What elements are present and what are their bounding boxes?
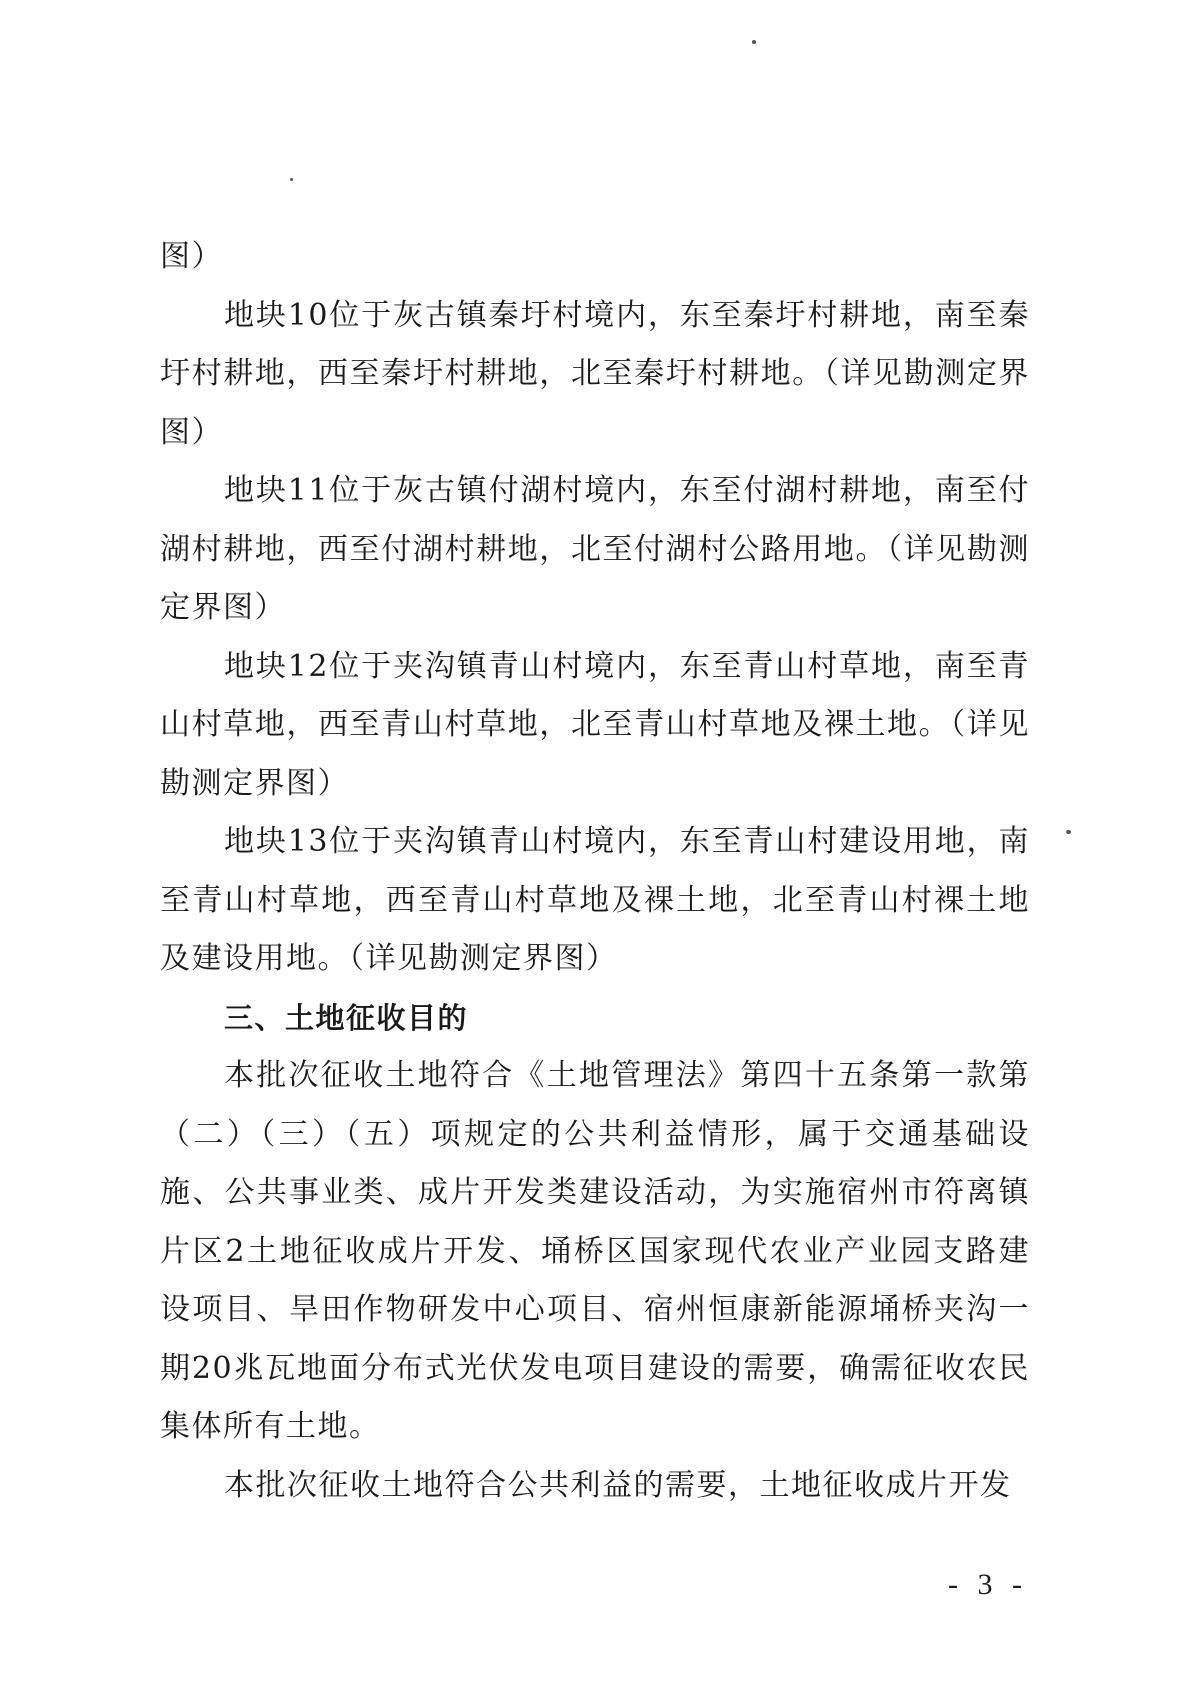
scan-speck — [1066, 830, 1071, 834]
page-number: - 3 - — [948, 1568, 1028, 1601]
paragraph-plot-13: 地块13位于夹沟镇青山村境内，东至青山村建设用地，南至青山村草地，西至青山村草地及裸土地，北至青山村裸土地及建设用地。（详见勘测定界图） — [160, 824, 1030, 976]
paragraph-public-interest: 本批次征收土地符合公共利益的需要，土地征收成片开发 — [224, 1467, 1012, 1503]
paragraph-plot-12: 地块12位于夹沟镇青山村境内，东至青山村草地，南至青山村草地，西至青山村草地，北至青山村草地及裸土地。（详见勘测定界图） — [160, 648, 1030, 801]
paragraph-plot-10: 地块10位于灰古镇秦圩村境内，东至秦圩村耕地，南至秦圩村耕地，西至秦圩村耕地，北至秦圩村耕地。（详见勘测定界图） — [160, 297, 1030, 450]
scan-speck — [752, 40, 756, 44]
scan-speck — [290, 178, 293, 181]
body-text — [160, 228, 1030, 1515]
section-heading: 三、土地征收目的 — [224, 1000, 469, 1035]
paragraph-plot-11: 地块11位于灰古镇付湖村境内，东至付湖村耕地，南至付湖村耕地，西至付湖村耕地，北至付湖村公路用地。（详见勘测定界图） — [160, 473, 1030, 625]
continued-line: 图） — [160, 239, 223, 274]
paragraph-purpose: 本批次征收土地符合《土地管理法》第四十五条第一款第（二）（三）（五）项规定的公共利益情形，属于交通基础设施、公共事业类、成片开发类建设活动，为实施宿州市符离镇片区2土地征收成片开发、埇桥区国家现代农业产业园支路建设项目、旱田作物研发中心项目、宿州恒康新能源埇桥夹沟一期20兆瓦地面分布式光伏发电项目建设的需要，确需征收农民集体所有土地。 — [160, 1058, 1030, 1444]
